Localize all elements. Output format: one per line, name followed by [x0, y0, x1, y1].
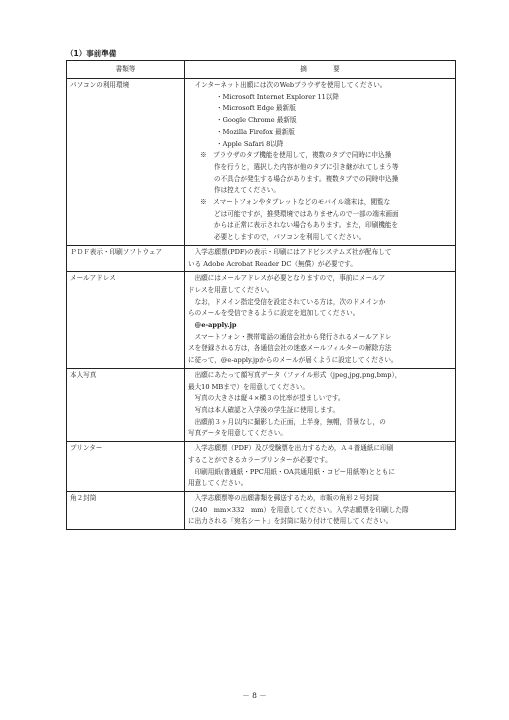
description-line: インターネット出願には次のWebブラウザを使用してください。 — [194, 81, 387, 89]
description-line: 入学志願票等の出願書類を郵送するため，市販の角形２号封筒 — [194, 493, 379, 502]
description-line: に出力される「宛名シート」を封筒に貼り付けて使用してください。 — [188, 517, 393, 526]
description-line: することができるカラープリンターが必要です。 — [188, 455, 332, 464]
description-line: らのメールを受信できるように設定を追加してください。 — [188, 309, 360, 318]
table-row — [67, 245, 456, 271]
table-row — [67, 491, 456, 529]
description-line: @e-apply.jp — [194, 321, 237, 330]
row-description — [185, 491, 456, 529]
description-line: 用意してください。 — [188, 479, 248, 488]
description-line: 最大10 MBまで）を用意してください。 — [188, 382, 309, 391]
description-line: に従って，@e-apply.jpからのメールが届くように設定してください。 — [188, 356, 398, 365]
description-line: どは可能ですが，推奨環境ではありませんので一部の端末画面 — [214, 209, 399, 218]
row-label: プリンター — [67, 442, 185, 492]
header-summary: 摘 要 — [185, 61, 456, 79]
page-number: － 8 － — [242, 691, 267, 700]
section-heading: （1）事前準備 — [66, 49, 117, 58]
row-description — [185, 79, 456, 246]
description-line: スマートフォン・携帯電話の通信会社から発行されるメールアドレ — [194, 332, 392, 341]
description-line: 出願にはメールアドレスが必要となりますので，事前にメールア — [194, 274, 386, 283]
description-line: からは正常に表示されない場合もあります。また，印刷機能を — [214, 221, 399, 230]
row-description — [185, 245, 456, 271]
description-line: ・Apple Safari 8以降 — [216, 139, 284, 148]
description-line: 写真の大きさは縦４×横３の比率が望ましいです。 — [194, 394, 345, 403]
description-line: 出願にあたって顔写真データ（ファイル形式（jpeg,jpg,png,bmp）， — [194, 370, 402, 379]
description-line: （240 mm×332 mm）を用意してください。入学志願票を印刷した際 — [188, 505, 409, 514]
row-label: パソコンの利用環境 — [67, 79, 185, 246]
description-line: 印刷用紙(普通紙・PPC用紙・OA共通用紙・コピー用紙等)とともに — [194, 467, 395, 476]
row-label: 角２封筒 — [67, 491, 185, 529]
description-line: 入学志願票(PDF)の表示・印刷にはアドビシステムズ社が配布して — [194, 247, 392, 256]
description-line: ・Google Chrome 最新版 — [216, 116, 297, 125]
description-line: の不具合が発生する場合があります。複数タブでの同時申込操 — [214, 174, 399, 183]
description-line: 写真データを用意してください。 — [188, 429, 287, 438]
table-row — [67, 368, 456, 441]
description-line: ・Microsoft Internet Explorer 11以降 — [216, 92, 339, 101]
description-line: なお，ドメイン指定受信を設定されている方は，次のドメインか — [194, 297, 386, 306]
description-line: ・Mozilla Firefox 最新版 — [216, 127, 295, 136]
description-line: 入学志願票（PDF）及び受験票を出力するため，Ａ４普通紙に印刷 — [194, 444, 394, 453]
row-description — [185, 272, 456, 369]
table-row — [67, 442, 456, 492]
description-line: ・Microsoft Edge 最新版 — [216, 104, 296, 113]
table-row — [67, 272, 456, 369]
requirements-table — [66, 60, 456, 530]
description-line: スを登録される方は，各通信会社の迷惑メールフィルターの解除方法 — [188, 344, 392, 353]
description-line: 写真は本人確認と入学後の学生証に使用します。 — [194, 405, 340, 414]
row-description — [185, 442, 456, 492]
description-line: いる Adobe Acrobat Reader DC（無償）が必要です。 — [188, 259, 357, 268]
header-documents: 書類等 — [67, 61, 185, 79]
description-line: 作を行うと，選択した内容が他のタブに引き継がれてしまう等 — [214, 162, 399, 171]
row-description — [185, 368, 456, 441]
description-line: 出願前３ヶ月以内に撮影した正面，上半身，無帽，背景なし，の — [194, 417, 386, 426]
row-label: 本人写真 — [67, 368, 185, 441]
description-line: 必要としますので，パソコンを利用してください。 — [214, 233, 366, 242]
row-label: ＰＤＦ表示・印刷ソフトウェア — [67, 245, 185, 271]
description-line: ※ スマートフォンやタブレットなどのモバイル端末は，閲覧な — [200, 198, 391, 207]
description-line: ※ ブラウザのタブ機能を使用して，複数のタブで同時に申込操 — [200, 151, 392, 160]
row-label: メールアドレス — [67, 272, 185, 369]
table-row — [67, 79, 456, 246]
description-line: 作は控えてください。 — [214, 186, 280, 195]
table-header-row — [67, 61, 456, 79]
description-line: ドレスを用意してください。 — [188, 285, 274, 294]
